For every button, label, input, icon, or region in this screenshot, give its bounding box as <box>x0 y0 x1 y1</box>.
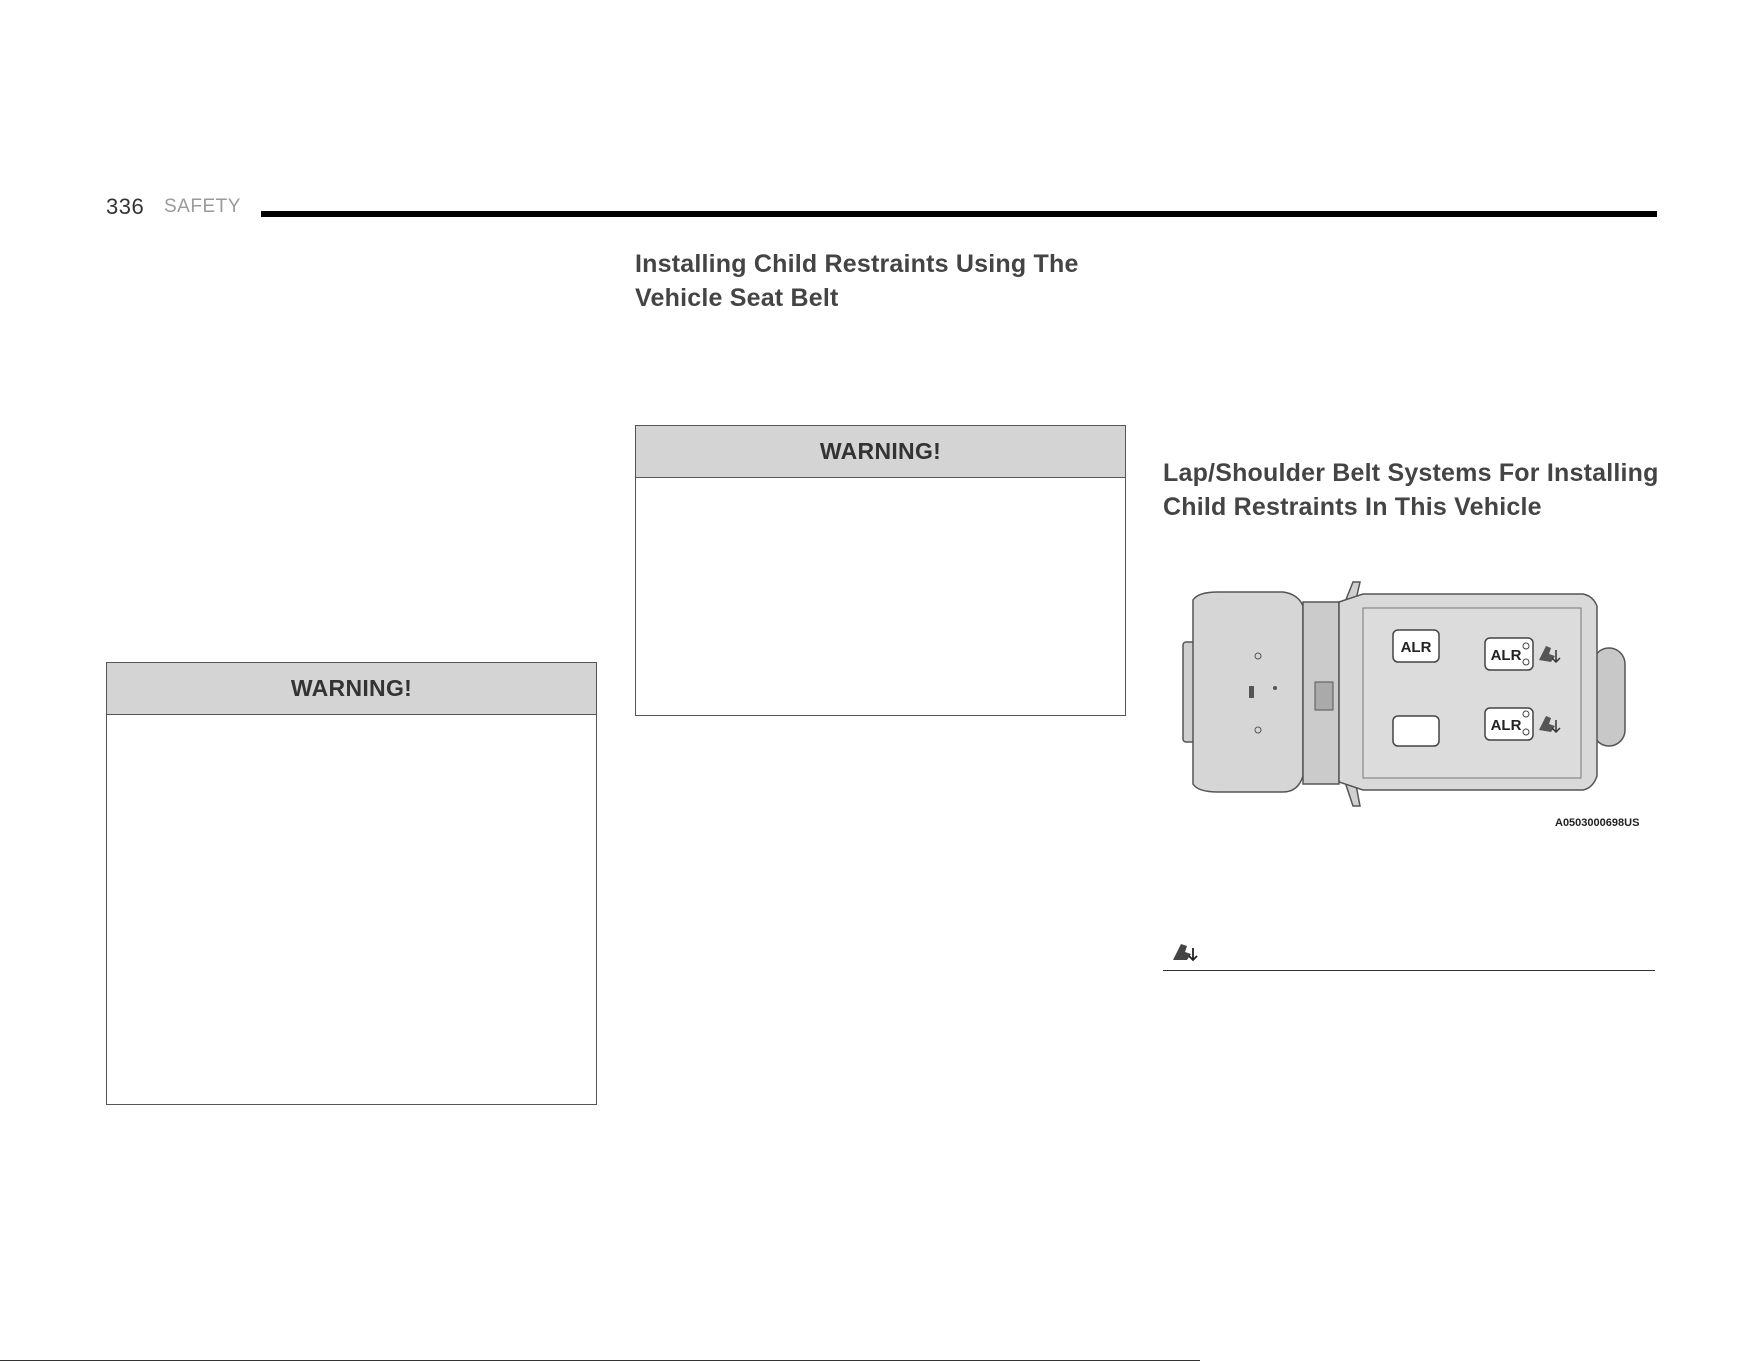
page-number: 336 <box>106 194 145 219</box>
warning-box-left <box>106 662 597 1105</box>
alr-label-front: ALR <box>1400 639 1432 656</box>
page-header <box>106 194 1656 224</box>
figure-code: A0503000698US <box>1555 817 1640 829</box>
spare-tire <box>1593 648 1625 746</box>
warning-title: WARNING! <box>636 426 1125 478</box>
tether-anchor-icon <box>1171 940 1201 964</box>
hood-detail <box>1249 686 1254 698</box>
warning-box-middle <box>635 425 1126 716</box>
vehicle-seating-diagram <box>1163 570 1659 830</box>
vehicle-hood <box>1193 592 1303 792</box>
alr-label-rear-top: ALR <box>1490 647 1522 664</box>
seat-driver <box>1393 716 1439 746</box>
lap-belt-heading: Lap/Shoulder Belt Systems For Installing Child Restraints In This Vehicle <box>1163 459 1659 521</box>
install-heading: Installing Child Restraints Using The Vehicle Seat Belt <box>635 250 1079 312</box>
header-rule <box>261 211 1657 217</box>
alr-label-rear-bottom: ALR <box>1490 717 1522 734</box>
warning-title: WARNING! <box>107 663 596 715</box>
section-name: SAFETY <box>164 196 241 217</box>
hood-detail <box>1273 686 1277 690</box>
windshield-grille <box>1315 682 1333 710</box>
legend-row <box>1163 938 1655 971</box>
